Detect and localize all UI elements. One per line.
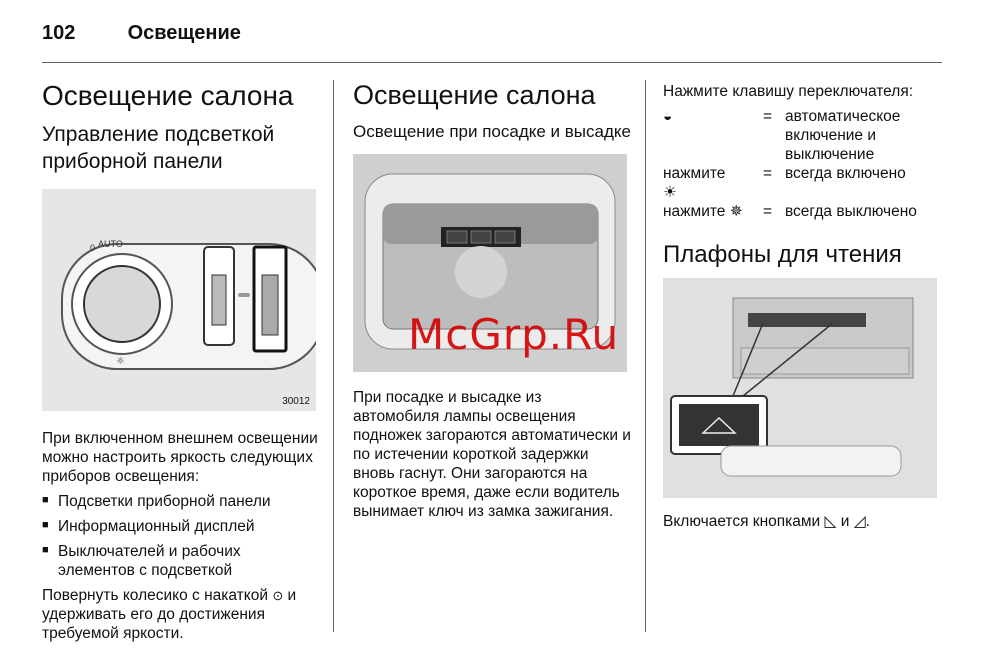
figure-number: 30012 bbox=[282, 395, 310, 407]
page-number: 102 bbox=[42, 22, 76, 44]
dial-bottom-label: ☼ bbox=[116, 355, 125, 367]
list-item: ■ Подсветки приборной панели bbox=[42, 492, 320, 511]
door-auto-icon: ◒ bbox=[663, 108, 673, 125]
instruction-suffix: и удерживать его до достижения требуемой яркости. bbox=[42, 586, 297, 642]
reading-light-figure bbox=[663, 278, 937, 498]
col3-intro: Нажмите клавишу переключателя: bbox=[663, 83, 914, 100]
page-header bbox=[42, 22, 241, 45]
dial-auto-label: AUTO bbox=[98, 238, 123, 249]
column-2 bbox=[353, 78, 631, 527]
col3-reading-text: Включается кнопками ◺ и ◿. bbox=[663, 513, 870, 531]
reading-lights-title: Плафоны для чтения bbox=[663, 241, 902, 268]
watermark: McGrp.Ru bbox=[408, 310, 620, 359]
light-off-icon: ✵ bbox=[729, 203, 743, 220]
column-3 bbox=[663, 82, 943, 537]
reading-right-icon: ◿ bbox=[853, 513, 866, 531]
col2-body: При посадке и высадке из автомобиля лампы освещения подножек загораются автоматически и по истечении короткой задержки вновь гаснут. Они загораются на короткое время, даже если водитель вынимает ключ из замка зажигания. bbox=[353, 389, 631, 521]
col1-subtitle: Управление подсветкой приборной панели bbox=[42, 123, 275, 173]
dimmer-illustration bbox=[42, 189, 316, 411]
section-title: Освещение bbox=[127, 22, 241, 44]
column-divider-1 bbox=[333, 80, 334, 632]
header-rule bbox=[42, 62, 942, 63]
col2-subtitle: Освещение при посадке и высадке bbox=[353, 122, 631, 142]
dimmer-figure bbox=[42, 189, 316, 411]
col1-intro: При включенном внешнем освещении можно настроить яркость следующих приборов освещения: bbox=[42, 429, 318, 485]
thumbwheel-icon: ⊙ bbox=[272, 587, 284, 603]
light-on-icon: ☀ bbox=[663, 184, 677, 201]
instruction-prefix: Повернуть колесико с накаткой bbox=[42, 586, 269, 604]
reading-left-icon: ◺ bbox=[824, 513, 837, 531]
column-1 bbox=[42, 78, 320, 649]
col1-instruction bbox=[42, 586, 320, 643]
column-divider-2 bbox=[645, 80, 646, 632]
col1-title: Освещение салона bbox=[42, 80, 294, 111]
switch-definitions bbox=[663, 107, 943, 221]
definition-row-off: нажмите ✵ = всегда выключено bbox=[663, 203, 917, 220]
list-item: ■ Информационный дисплей bbox=[42, 517, 320, 536]
reading-light-illustration bbox=[663, 278, 937, 498]
col1-bullets bbox=[42, 492, 320, 580]
definition-row-auto: ◒ = автоматическое включение и выключение bbox=[663, 108, 901, 163]
definition-row-on: нажмите ☀ = всегда включено bbox=[663, 165, 906, 201]
dial-zero-label: 0 bbox=[90, 242, 96, 253]
col2-title: Освещение салона bbox=[353, 80, 596, 110]
list-item: ■ Выключателей и рабочих элементов с подсветкой bbox=[42, 542, 320, 580]
